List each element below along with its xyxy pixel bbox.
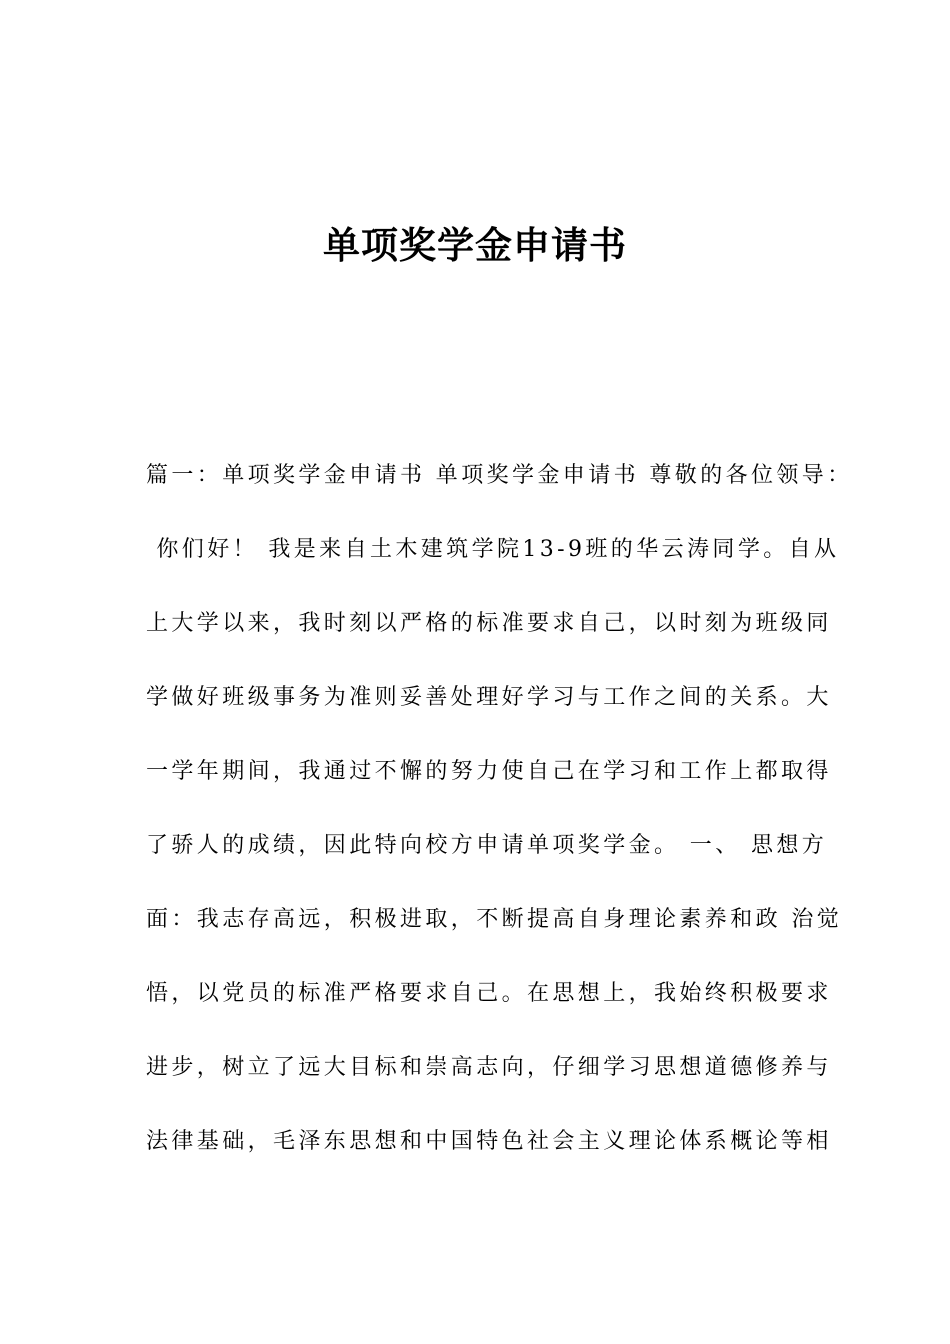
body-line-10: 法律基础，毛泽东思想和中国特色社会主义理论体系概论等相 [146,1129,832,1154]
body-line-9: 进步，树立了远大目标和崇高志向，仔细学习思想道德修养与 [146,1055,832,1080]
body-line-3: 上大学以来，我时刻以严格的标准要求自己，以时刻为班级同 [146,611,832,636]
document-body [146,456,853,1196]
document-title: 单项奖学金申请书 [323,224,627,267]
body-line-7: 面：我志存高远，积极进取，不断提高自身理论素养和政 治觉 [146,907,843,932]
body-line-1: 篇一：单项奖学金申请书 单项奖学金申请书 尊敬的各位领导： [146,463,853,488]
body-line-2: 你们好！ 我是来自土木建筑学院13-9班的华云涛同学。自从 [146,537,840,562]
body-line-4: 学做好班级事务为准则妥善处理好学习与工作之间的关系。大 [146,685,832,710]
body-line-5: 一学年期间，我通过不懈的努力使自己在学习和工作上都取得 [146,759,832,784]
body-line-8: 悟，以党员的标准严格要求自己。在思想上，我始终积极要求 [146,981,832,1006]
body-line-6: 了骄人的成绩，因此特向校方申请单项奖学金。 一、 思想方 [146,833,828,858]
